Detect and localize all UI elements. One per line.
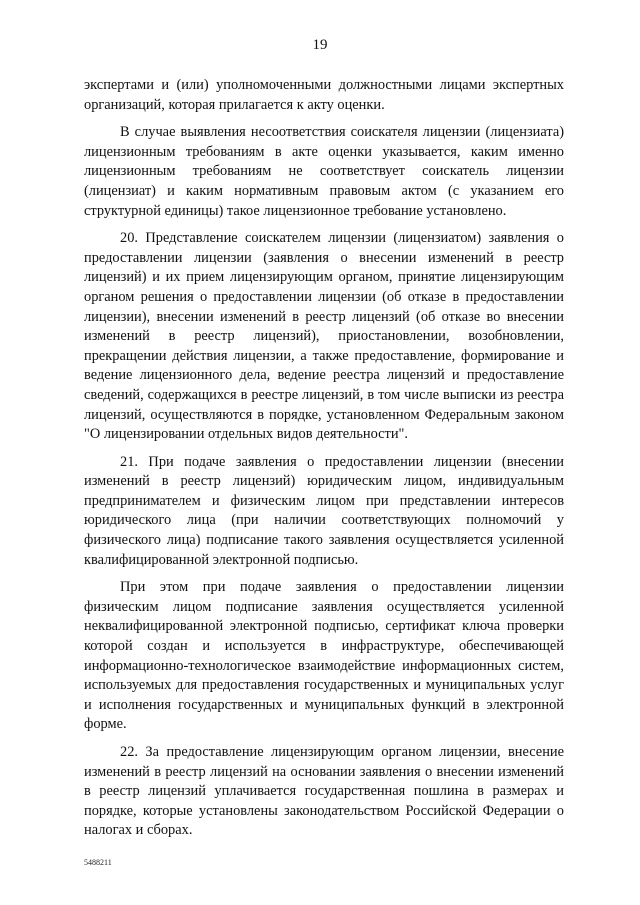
document-body <box>84 76 564 849</box>
paragraph-21: 21. При подаче заявления о предоставлении лицензии (внесении изменений в реестр лицензий) юридическим лицом, индивидуальным предпринимателем и физическим лицом при представлении интересов юридического лица (при наличии соответствующих полномочий у физического лица) подписание такого заявления осуществляется усиленной квалифицированной электронной подписью. <box>84 453 564 568</box>
paragraph-nonconformity: В случае выявления несоответствия соискателя лицензии (лицензиата) лицензионным требованиям в акте оценки указывается, каким именно лицензионным требованиям не соответствует соискатель лицензии (лицензиат) и каким нормативным правовым актом (с указанием его структурной единицы) такое лицензионное требование установлено. <box>84 124 564 219</box>
page-number: 19 <box>312 37 328 53</box>
paragraph-20: 20. Представление соискателем лицензии (лицензиатом) заявления о предоставлении лицензии (заявления о внесении изменений в реестр лицензий) и их прием лицензирующим органом, принятие лицензирующим органом решения о предоставлении лицензии (об отказе в предоставлении лицензии), внесении изменений в реестр лицензий (об отказе во внесении изменений в реестр лицензий), приостановлении, возобновлении, прекращении действия лицензии, а также предоставление, формирование и ведение лицензионного дела, ведение реестра лицензий и предоставление сведений, содержащихся в реестре лицензий, в том числе выписки из реестра лицензий, осуществляются в порядке, установленном Федеральным законом "О лицензировании отдельных видов деятельности". <box>84 230 564 443</box>
paragraph-22: 22. За предоставление лицензирующим органом лицензии, внесение изменений в реестр лицензий на основании заявления о внесении изменений в реестр лицензий уплачивается государственная пошлина в размерах и порядке, которые установлены законодательством Российской Федерации о налогах и сборах. <box>84 744 564 839</box>
document-code: 5488211 <box>84 858 112 867</box>
paragraph-21-electronic-signature: При этом при подаче заявления о предоставлении лицензии физическим лицом подписание заявления осуществляется усиленной неквалифицированной электронной подписью, сертификат ключа проверки которой создан и используется в инфраструктуре, обеспечивающей информационно-технологическое взаимодействие информационных систем, используемых для предоставления государственных и муниципальных услуг и исполнения государственных и муниципальных функций в электронной форме. <box>84 579 564 733</box>
paragraph-continuation: экспертами и (или) уполномоченными должностными лицами экспертных организаций, которая прилагается к акту оценки. <box>84 77 564 113</box>
